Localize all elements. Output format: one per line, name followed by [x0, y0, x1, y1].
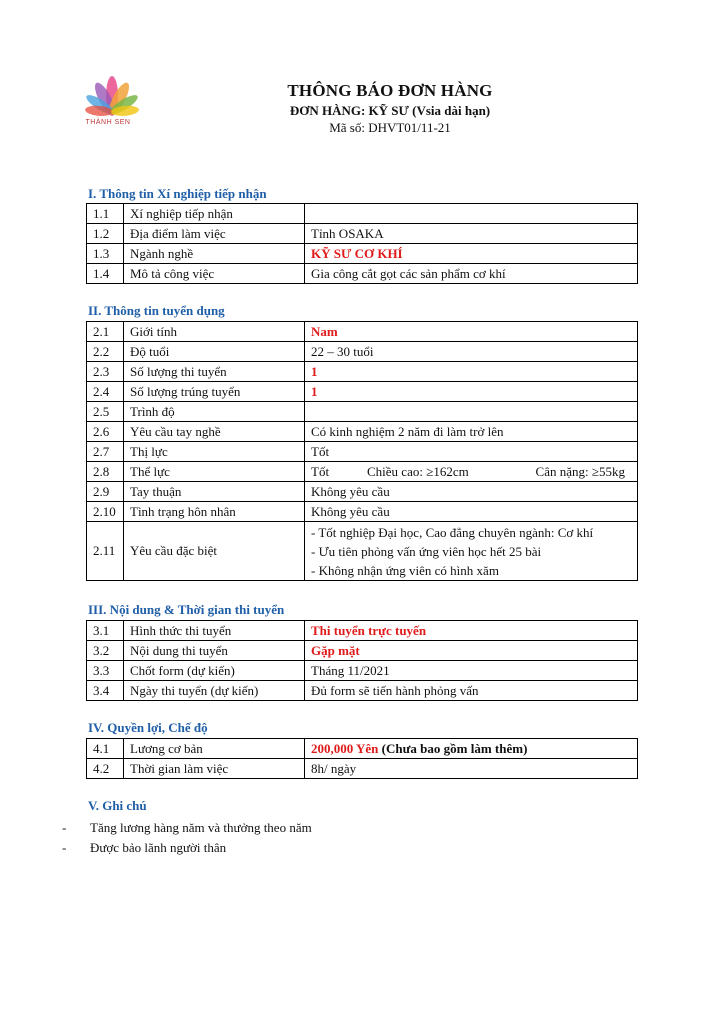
- row-label: Hình thức thi tuyển: [124, 621, 305, 641]
- table-row: [87, 462, 638, 482]
- height-requirement: Chiều cao: ≥162cm: [367, 463, 469, 479]
- row-label: Yêu cầu tay nghề: [124, 422, 305, 442]
- row-label: Chốt form (dự kiến): [124, 661, 305, 681]
- section-2-title: II. Thông tin tuyển dụng: [88, 303, 225, 318]
- row-number: 3.3: [87, 661, 124, 681]
- table-row: [87, 382, 638, 402]
- row-label: Địa điểm làm việc: [124, 224, 305, 244]
- section-5-title: V. Ghi chú: [88, 798, 147, 813]
- table-row: [87, 482, 638, 502]
- row-number: 2.1: [87, 322, 124, 342]
- section-1-table: [86, 203, 638, 284]
- table-row: [87, 641, 638, 661]
- section-1-title: I. Thông tin Xí nghiệp tiếp nhận: [88, 186, 267, 201]
- section-3-table: [86, 620, 638, 701]
- table-row: [87, 621, 638, 641]
- special-requirement: - Ưu tiên phỏng vấn ứng viên học hết 25 bài: [311, 543, 542, 559]
- order-subtitle: ĐƠN HÀNG: KỸ SƯ (Vsia dài hạn): [289, 103, 491, 118]
- section-4-title: IV. Quyền lợi, Chế độ: [88, 720, 208, 735]
- row-value: Gia công cắt gọt các sản phẩm cơ khí: [305, 264, 638, 284]
- row-number: 1.3: [87, 244, 124, 264]
- row-label: Độ tuổi: [124, 342, 305, 362]
- row-number: 2.6: [87, 422, 124, 442]
- table-row: [87, 362, 638, 382]
- row-value: Đủ form sẽ tiến hành phỏng vấn: [305, 681, 638, 701]
- row-label: Thị lực: [124, 442, 305, 462]
- row-number: 2.5: [87, 402, 124, 422]
- table-row: [87, 759, 638, 779]
- row-value: [305, 522, 638, 581]
- row-value: KỸ SƯ CƠ KHÍ: [305, 244, 638, 264]
- row-number: 1.2: [87, 224, 124, 244]
- logo-text: THÀNH SEN: [85, 119, 131, 126]
- row-value: Không yêu cầu: [305, 482, 638, 502]
- row-number: 2.4: [87, 382, 124, 402]
- row-number: 4.2: [87, 759, 124, 779]
- row-number: 1.4: [87, 264, 124, 284]
- row-number: 2.10: [87, 502, 124, 522]
- row-value: [305, 739, 638, 759]
- row-value: [305, 462, 638, 482]
- table-row: [87, 204, 638, 224]
- note-bullet: -: [62, 820, 67, 835]
- row-label: Tình trạng hôn nhân: [124, 502, 305, 522]
- salary-amount: 200,000 Yên: [311, 740, 379, 756]
- row-label: Thể lực: [124, 462, 305, 482]
- row-number: 3.1: [87, 621, 124, 641]
- row-label: Thời gian làm việc: [124, 759, 305, 779]
- table-row: [87, 224, 638, 244]
- row-label: Trình độ: [124, 402, 305, 422]
- table-row: [87, 402, 638, 422]
- table-row: [87, 739, 638, 759]
- row-label: Ngành nghề: [124, 244, 305, 264]
- section-2-table: [86, 321, 638, 581]
- document-title: THÔNG BÁO ĐƠN HÀNG: [287, 81, 493, 100]
- table-row: [87, 322, 638, 342]
- note-item: Được bảo lãnh người thân: [90, 840, 227, 855]
- row-number: 2.11: [87, 522, 124, 581]
- section-4-table: [86, 738, 638, 779]
- row-value: Nam: [305, 322, 638, 342]
- row-value: Gặp mặt: [305, 641, 638, 661]
- section-3-title: III. Nội dung & Thời gian thi tuyển: [88, 602, 285, 617]
- table-row: [87, 681, 638, 701]
- note-item: Tăng lương hàng năm và thưởng theo năm: [90, 820, 312, 835]
- row-number: 2.3: [87, 362, 124, 382]
- row-number: 2.9: [87, 482, 124, 502]
- order-code: Mã số: DHVT01/11-21: [329, 120, 451, 135]
- salary-note: (Chưa bao gồm làm thêm): [378, 740, 528, 756]
- row-value: Không yêu cầu: [305, 502, 638, 522]
- row-number: 2.2: [87, 342, 124, 362]
- row-label: Lương cơ bản: [124, 739, 305, 759]
- weight-requirement: Cân nặng: ≥55kg: [535, 463, 625, 479]
- row-number: 2.7: [87, 442, 124, 462]
- table-row: [87, 244, 638, 264]
- row-value: 8h/ ngày: [305, 759, 638, 779]
- row-value: [305, 204, 638, 224]
- row-value: Thi tuyển trực tuyến: [305, 621, 638, 641]
- row-label: Nội dung thi tuyển: [124, 641, 305, 661]
- table-row: [87, 264, 638, 284]
- row-value: Có kinh nghiệm 2 năm đi làm trở lên: [305, 422, 638, 442]
- table-row: [87, 422, 638, 442]
- table-row: [87, 442, 638, 462]
- row-value: Tỉnh OSAKA: [305, 224, 638, 244]
- row-label: Giới tính: [124, 322, 305, 342]
- row-label: Ngày thi tuyển (dự kiến): [124, 681, 305, 701]
- row-value: 1: [305, 362, 638, 382]
- row-label: Số lượng trúng tuyển: [124, 382, 305, 402]
- table-row: [87, 342, 638, 362]
- row-label: Số lượng thi tuyển: [124, 362, 305, 382]
- table-row: [87, 522, 638, 581]
- special-requirement: - Tốt nghiệp Đại học, Cao đẳng chuyên ngành: Cơ khí: [311, 524, 594, 540]
- row-number: 1.1: [87, 204, 124, 224]
- table-row: [87, 661, 638, 681]
- row-number: 4.1: [87, 739, 124, 759]
- row-value: 1: [305, 382, 638, 402]
- row-label: Yêu cầu đặc biệt: [124, 522, 305, 581]
- row-label: Xí nghiệp tiếp nhận: [124, 204, 305, 224]
- row-value: Tốt: [305, 442, 638, 462]
- note-bullet: -: [62, 840, 67, 855]
- row-number: 3.4: [87, 681, 124, 701]
- row-number: 3.2: [87, 641, 124, 661]
- special-requirement: - Không nhận ứng viên có hình xăm: [311, 562, 499, 578]
- row-label: Mô tả công việc: [124, 264, 305, 284]
- fitness-value: Tốt: [311, 463, 330, 479]
- row-value: Tháng 11/2021: [305, 661, 638, 681]
- row-value: 22 – 30 tuổi: [305, 342, 638, 362]
- row-value: [305, 402, 638, 422]
- table-row: [87, 502, 638, 522]
- row-label: Tay thuận: [124, 482, 305, 502]
- row-number: 2.8: [87, 462, 124, 482]
